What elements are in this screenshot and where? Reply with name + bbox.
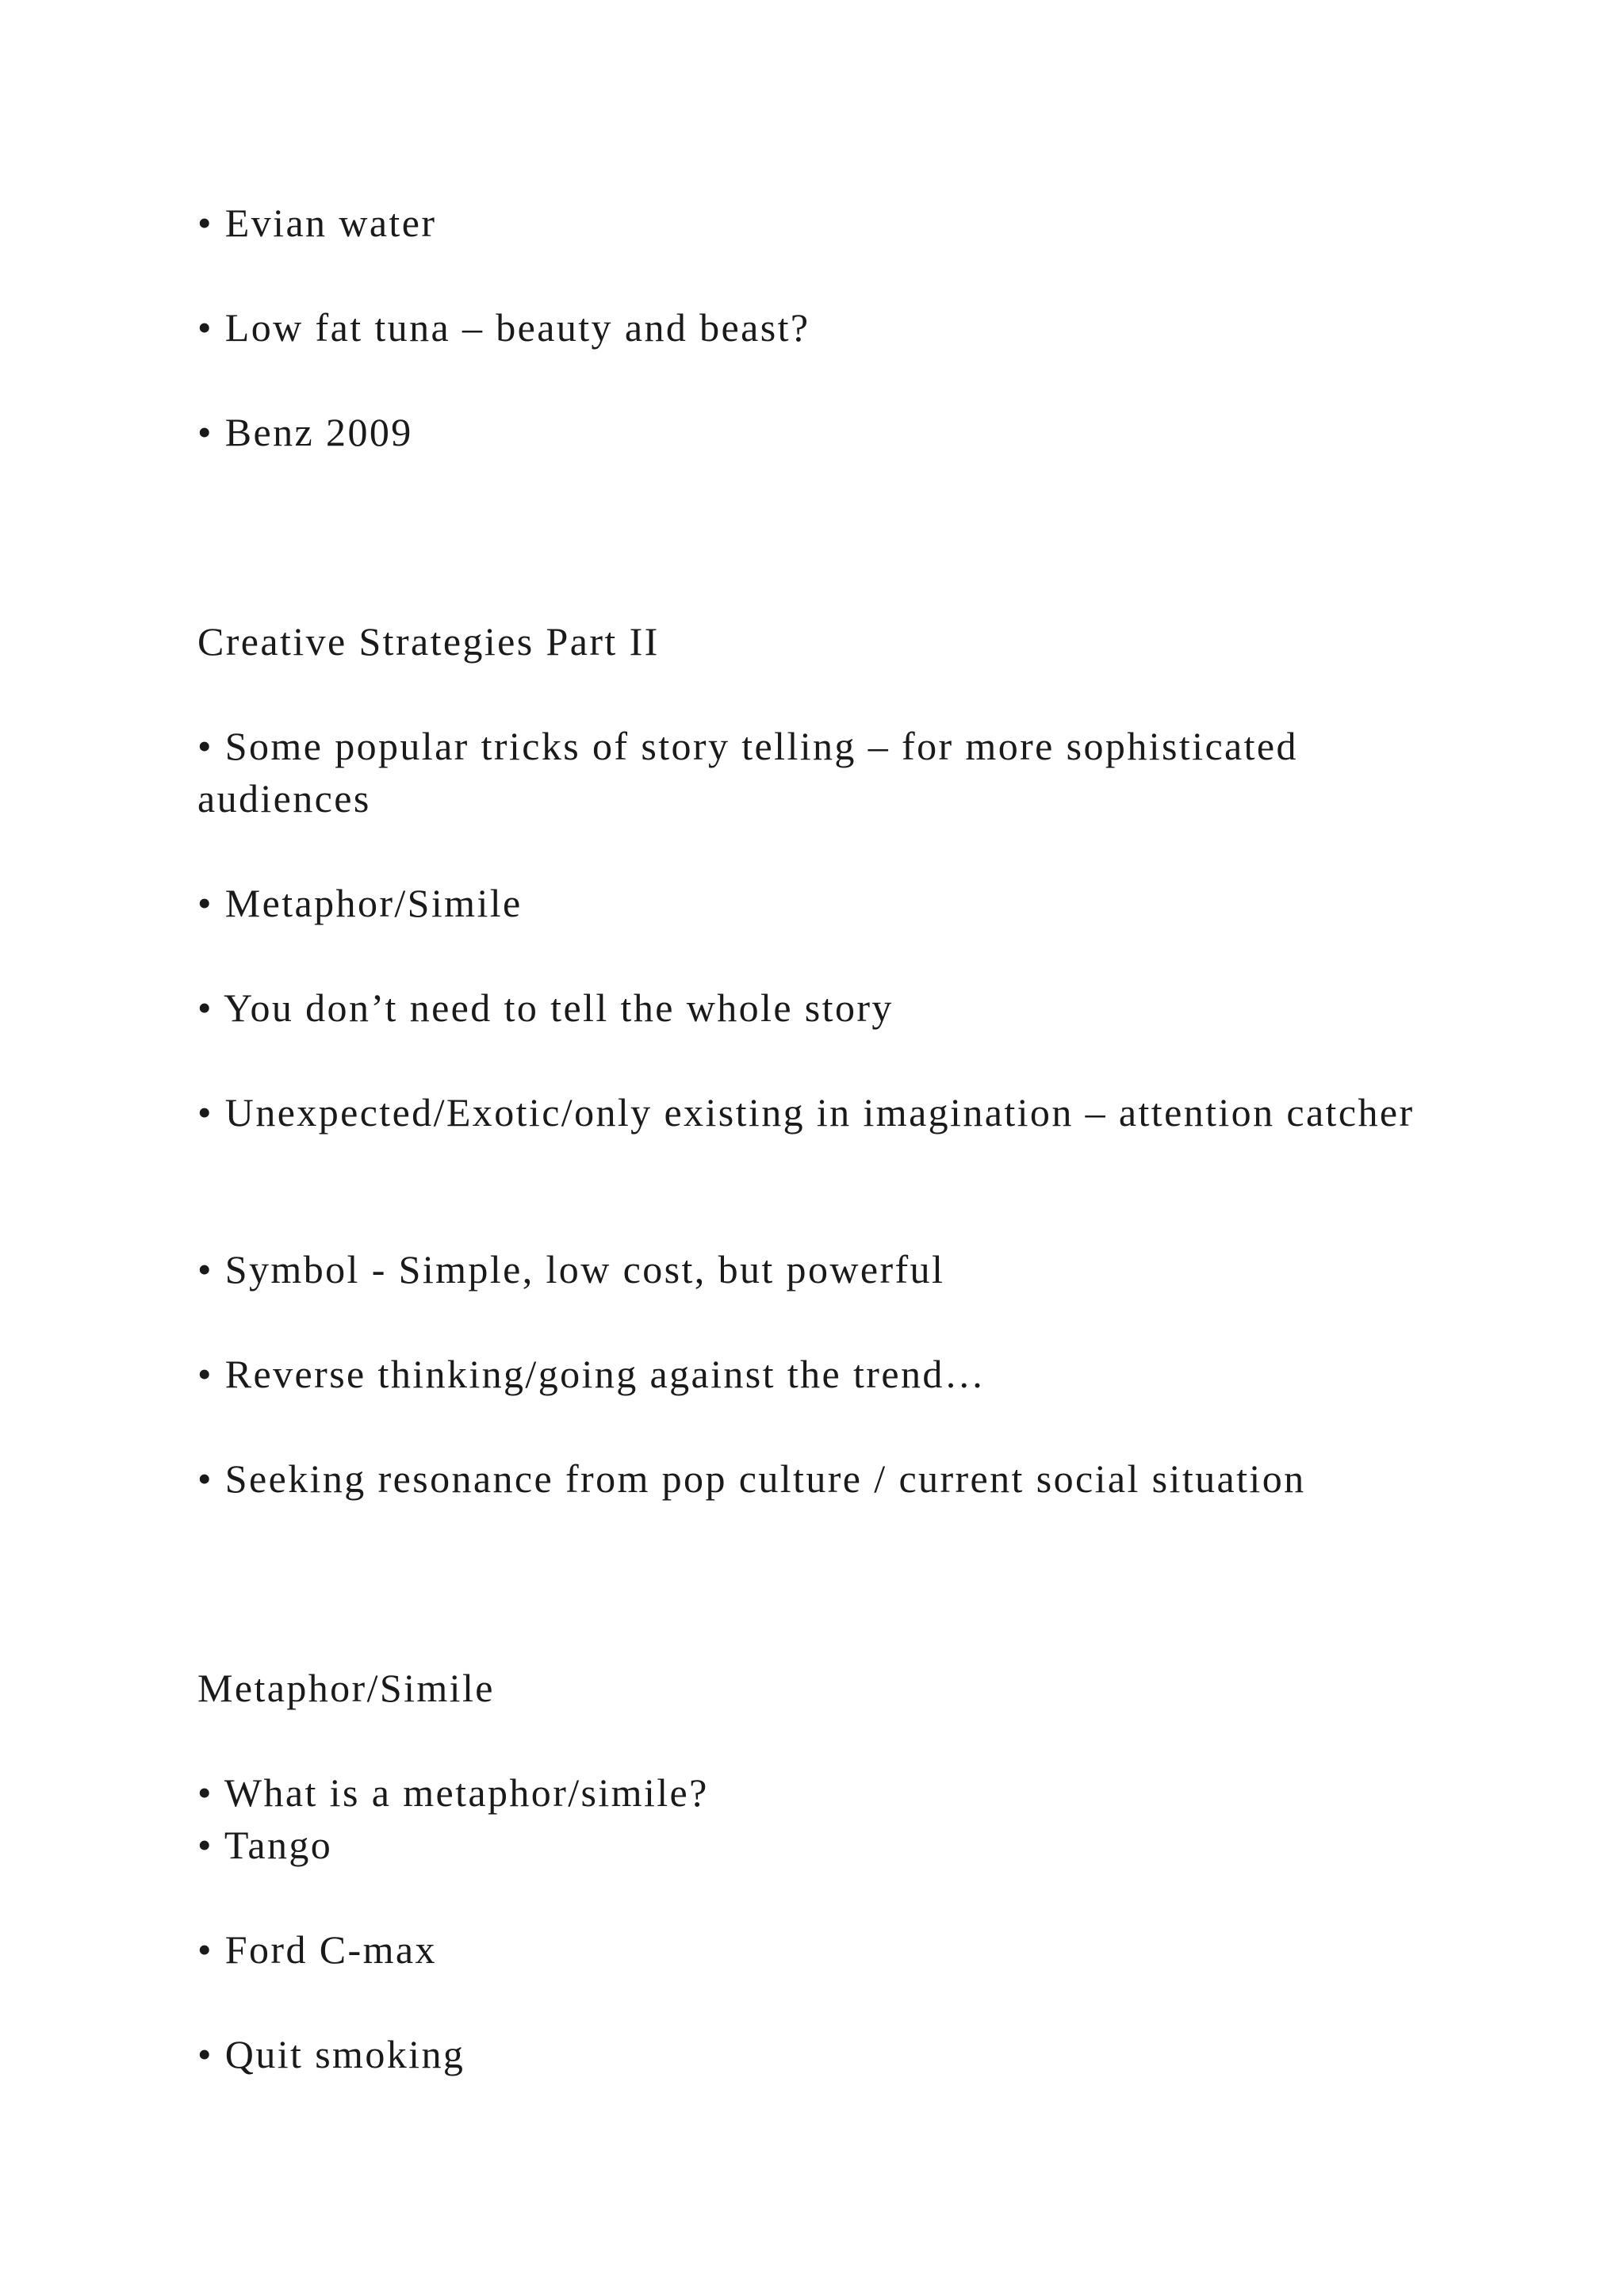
- bullet-benz-2009: • Benz 2009: [197, 410, 413, 454]
- bullet-quit-smoking: • Quit smoking: [197, 2032, 465, 2076]
- section-heading-creative-strategies: Creative Strategies Part II: [197, 619, 660, 664]
- bullet-evian-water: • Evian water: [197, 201, 437, 245]
- bullet-story-telling-tricks: • Some popular tricks of story telling – for more sophisticated audiences: [197, 724, 1298, 821]
- bullet-ford-c-max: • Ford C-max: [197, 1927, 437, 1972]
- bullet-what-is-metaphor: • What is a metaphor/simile?: [197, 1770, 709, 1815]
- bullet-unexpected-exotic: • Unexpected/Exotic/only existing in imagination – attention catcher: [197, 1090, 1415, 1135]
- bullet-low-fat-tuna: • Low fat tuna – beauty and beast?: [197, 305, 810, 350]
- bullet-symbol: • Symbol - Simple, low cost, but powerful: [197, 1247, 945, 1292]
- bullet-whole-story: • You don’t need to tell the whole story: [197, 985, 894, 1030]
- bullet-reverse-thinking: • Reverse thinking/going against the trend…: [197, 1352, 986, 1396]
- bullet-tango: • Tango: [197, 1823, 333, 1867]
- bullet-metaphor-simile: • Metaphor/Simile: [197, 881, 523, 925]
- section-heading-metaphor-simile: Metaphor/Simile: [197, 1666, 495, 1710]
- bullet-pop-culture: • Seeking resonance from pop culture / current social situation: [197, 1456, 1306, 1501]
